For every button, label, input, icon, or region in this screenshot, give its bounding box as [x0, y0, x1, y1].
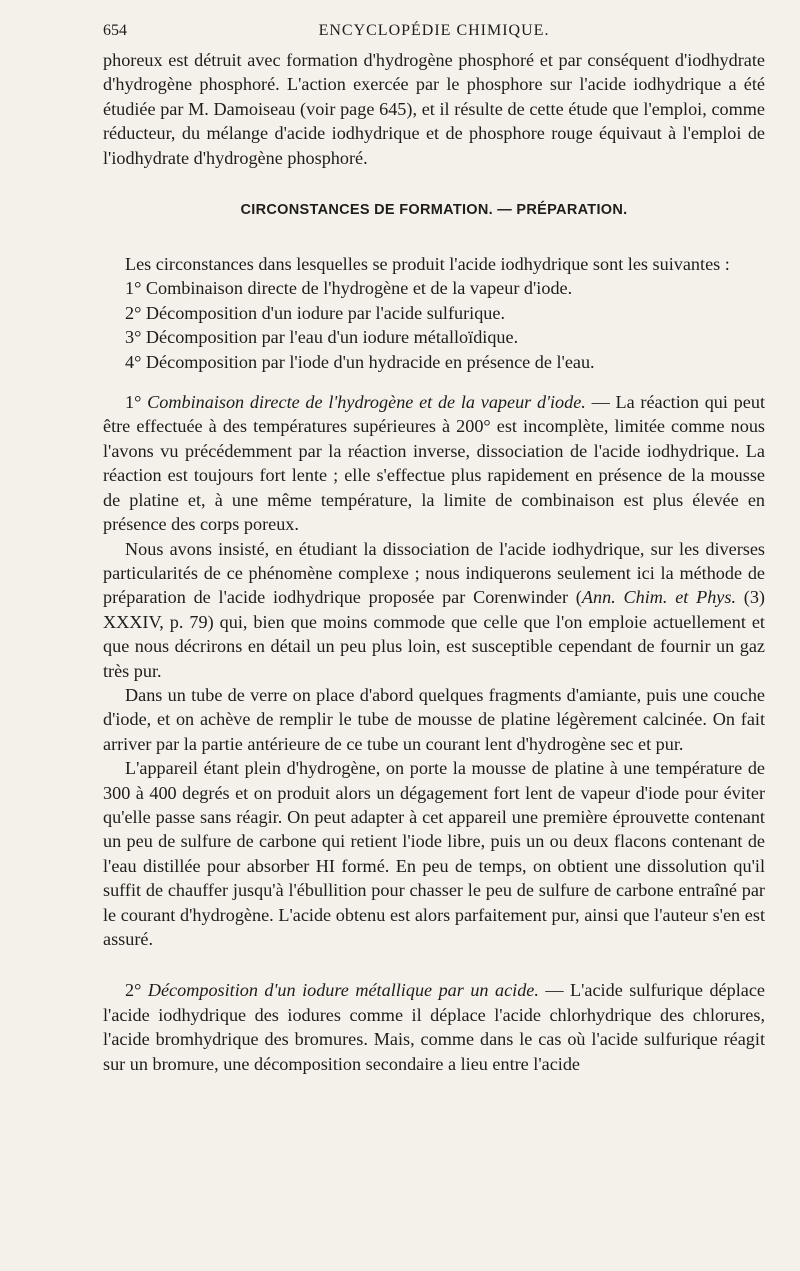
list-item: 2° Décomposition d'un iodure par l'acide sulfurique.: [125, 302, 506, 323]
paragraph-text: (3) XXXIV, p. 79) qui, bien que moins commode que celle que l'on emploie actuellement et que nous décrirons en détail un peu plus loin, est susceptible cependant de fournir un gaz très pur.: [103, 587, 765, 681]
spacer: [103, 374, 765, 390]
paragraph-body: — La réaction qui peut être effectuée à des températures supérieures à 200° est incomplète, limitée comme nous l'avons vu précédemment par la réaction inverse, dissociation de l'acide iodhydrique. La réaction est toujours fort lente ; elle s'effectue plus rapidement en présence de la mousse de platine et, à une même température, la limite de combinaison est plus élevée en présence des corps poreux.: [103, 392, 765, 535]
section-title: CIRCONSTANCES DE FORMATION. — PRÉPARATION.: [240, 202, 628, 219]
subsection-title: Décomposition d'un iodure métallique par un acide.: [147, 980, 539, 1001]
document-page: [103, 22, 765, 1076]
paragraph-continuation: phoreux est détruit avec formation d'hydrogène phosphoré et par conséquent d'iodhydrate d'hydrogène phosphoré. L'action exercée par le phosphore sur l'acide iodhydrique a été étudiée par M. Damoiseau (voir page 645), et il résulte de cette étude que l'emploi, comme réducteur, du mélange d'acide iodhydrique et de phosphore rouge équivaut à l'emploi de l'iodhydrate d'hydrogène phosphoré.: [103, 50, 765, 168]
running-head: [103, 22, 765, 48]
paragraph-corenwinder: [103, 537, 765, 683]
paragraph-apparatus: Dans un tube de verre on place d'abord quelques fragments d'amiante, puis une couche d'iode, et on achève de remplir le tube de mousse de platine légèrement calcinée. On fait arriver par la partie antérieure de ce tube un courant lent d'hydrogène sec et pur.: [103, 684, 765, 754]
spacer: [103, 170, 765, 202]
formation-list: [103, 276, 765, 374]
list-item: 4° Décomposition par l'iode d'un hydracide en présence de l'eau.: [125, 351, 595, 372]
paragraph-text: Nous avons insisté, en étudiant la dissociation de l'acide iodhydrique, sur les diverses particularités de ce phénomène complexe ; nous indiquerons seulement ici la méthode de préparation de l'acide iodhydrique proposée par Corenwinder (: [103, 538, 765, 608]
spacer: [103, 951, 765, 978]
list-item: 3° Décomposition par l'eau d'un iodure métalloïdique.: [125, 327, 519, 348]
list-item: 1° Combinaison directe de l'hydrogène et de la vapeur d'iode.: [125, 278, 573, 299]
section-number: 1°: [125, 392, 142, 413]
section-number: 2°: [125, 980, 142, 1001]
page-number: 654: [103, 22, 127, 39]
subsection-title: Combinaison directe de l'hydrogène et de la vapeur d'iode.: [147, 392, 586, 413]
journal-reference: Ann. Chim. et Phys.: [581, 587, 737, 608]
running-title: ENCYCLOPÉDIE CHIMIQUE.: [318, 22, 550, 39]
paragraph-procedure: L'appareil étant plein d'hydrogène, on porte la mousse de platine à une température de 300 à 400 degrés et on produit alors un dégagement fort lent de vapeur d'iode pour éviter qu'elle passe sans réagir. On peut adapter à cet appareil une première éprouvette contenant un peu de sulfure de carbone qui retient l'iode libre, puis un ou deux flacons contenant de l'eau distillée pour absorber HI formé. En peu de temps, on obtient une dissolution qu'il suffit de chauffer jusqu'à l'ébullition pour chasser le peu de sulfure de carbone entraîné par le courant d'hydrogène. L'acide obtenu est alors parfaitement pur, ainsi que l'auteur s'en est assuré.: [103, 758, 765, 949]
paragraph-intro: Les circonstances dans lesquelles se produit l'acide iodhydrique sont les suivantes :: [125, 254, 730, 275]
paragraph-direct-combination: [103, 390, 765, 536]
paragraph-iodide-decomposition: [103, 978, 765, 1076]
spacer: [103, 218, 765, 252]
paragraph-body: — L'acide sulfurique déplace l'acide iodhydrique des iodures comme il déplace l'acide chlorhydrique des chlorures, l'acide bromhydrique des bromures. Mais, comme dans le cas où l'acide sulfurique réagit sur un bromure, une décomposition secondaire a lieu entre l'acide: [103, 980, 765, 1074]
